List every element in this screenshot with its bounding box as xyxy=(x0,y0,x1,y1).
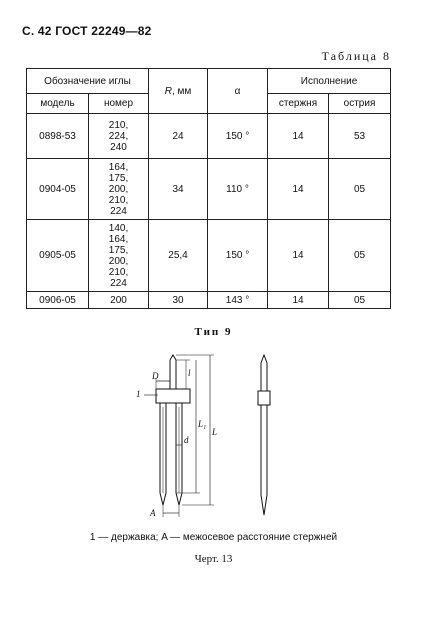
label-D: D xyxy=(152,371,159,381)
needle-table xyxy=(26,68,391,309)
needle-drawing xyxy=(130,345,290,525)
header-alpha: α xyxy=(208,69,268,114)
cell-nomer: 210, 224, 240 xyxy=(89,114,149,159)
header-nomer: номер xyxy=(89,94,149,114)
label-A: A xyxy=(150,508,156,518)
holder-block xyxy=(156,389,190,403)
cell-alpha: 143 ° xyxy=(208,292,268,309)
header-model: модель xyxy=(27,94,89,114)
label-d: d xyxy=(184,435,189,445)
table-row xyxy=(27,220,391,292)
side-needle-top xyxy=(261,355,267,391)
table-row xyxy=(27,292,391,309)
side-needle-holder xyxy=(258,391,270,405)
header-needle-designation: Обозначение иглы xyxy=(27,69,149,94)
cell-model: 0905-05 xyxy=(27,220,89,292)
header-execution: Исполнение xyxy=(268,69,391,94)
cell-model: 0904-05 xyxy=(27,159,89,220)
cell-alpha: 150 ° xyxy=(208,220,268,292)
cell-rod: 14 xyxy=(268,159,329,220)
table-title: Таблица 8 xyxy=(321,49,391,63)
label-L: L xyxy=(212,427,218,437)
label-1: 1 xyxy=(136,389,141,399)
header-r: R, мм xyxy=(149,69,208,114)
cell-alpha: 110 ° xyxy=(208,159,268,220)
figure-caption: 1 — державка; A — межосевое расстояние стержней xyxy=(89,532,338,543)
cell-model: 0906-05 xyxy=(27,292,89,309)
side-needle-rod xyxy=(261,405,267,515)
cell-tip: 05 xyxy=(329,220,391,292)
cell-nomer: 164, 175, 200, 210, 224 xyxy=(89,159,149,220)
page-header: С. 42 ГОСТ 22249—82 xyxy=(22,24,152,38)
header-rod: стержня xyxy=(268,94,329,114)
cell-rod: 14 xyxy=(268,220,329,292)
cell-rod: 14 xyxy=(268,114,329,159)
cell-tip: 53 xyxy=(329,114,391,159)
cell-r: 34 xyxy=(149,159,208,220)
table-row xyxy=(27,114,391,159)
cell-r: 24 xyxy=(149,114,208,159)
figure-number: Черт. 13 xyxy=(194,553,233,565)
cell-r: 25,4 xyxy=(149,220,208,292)
header-tip: острия xyxy=(329,94,391,114)
label-l: l xyxy=(188,368,191,378)
cell-alpha: 150 ° xyxy=(208,114,268,159)
holder-stem xyxy=(170,355,176,389)
label-L1: L₁ xyxy=(198,419,207,429)
figure-type-title: Тип 9 xyxy=(194,326,233,338)
cell-tip: 05 xyxy=(329,292,391,309)
cell-nomer: 140, 164, 175, 200, 210, 224 xyxy=(89,220,149,292)
cell-nomer: 200 xyxy=(89,292,149,309)
cell-rod: 14 xyxy=(268,292,329,309)
cell-r: 30 xyxy=(149,292,208,309)
cell-model: 0898-53 xyxy=(27,114,89,159)
table-row xyxy=(27,159,391,220)
cell-tip: 05 xyxy=(329,159,391,220)
